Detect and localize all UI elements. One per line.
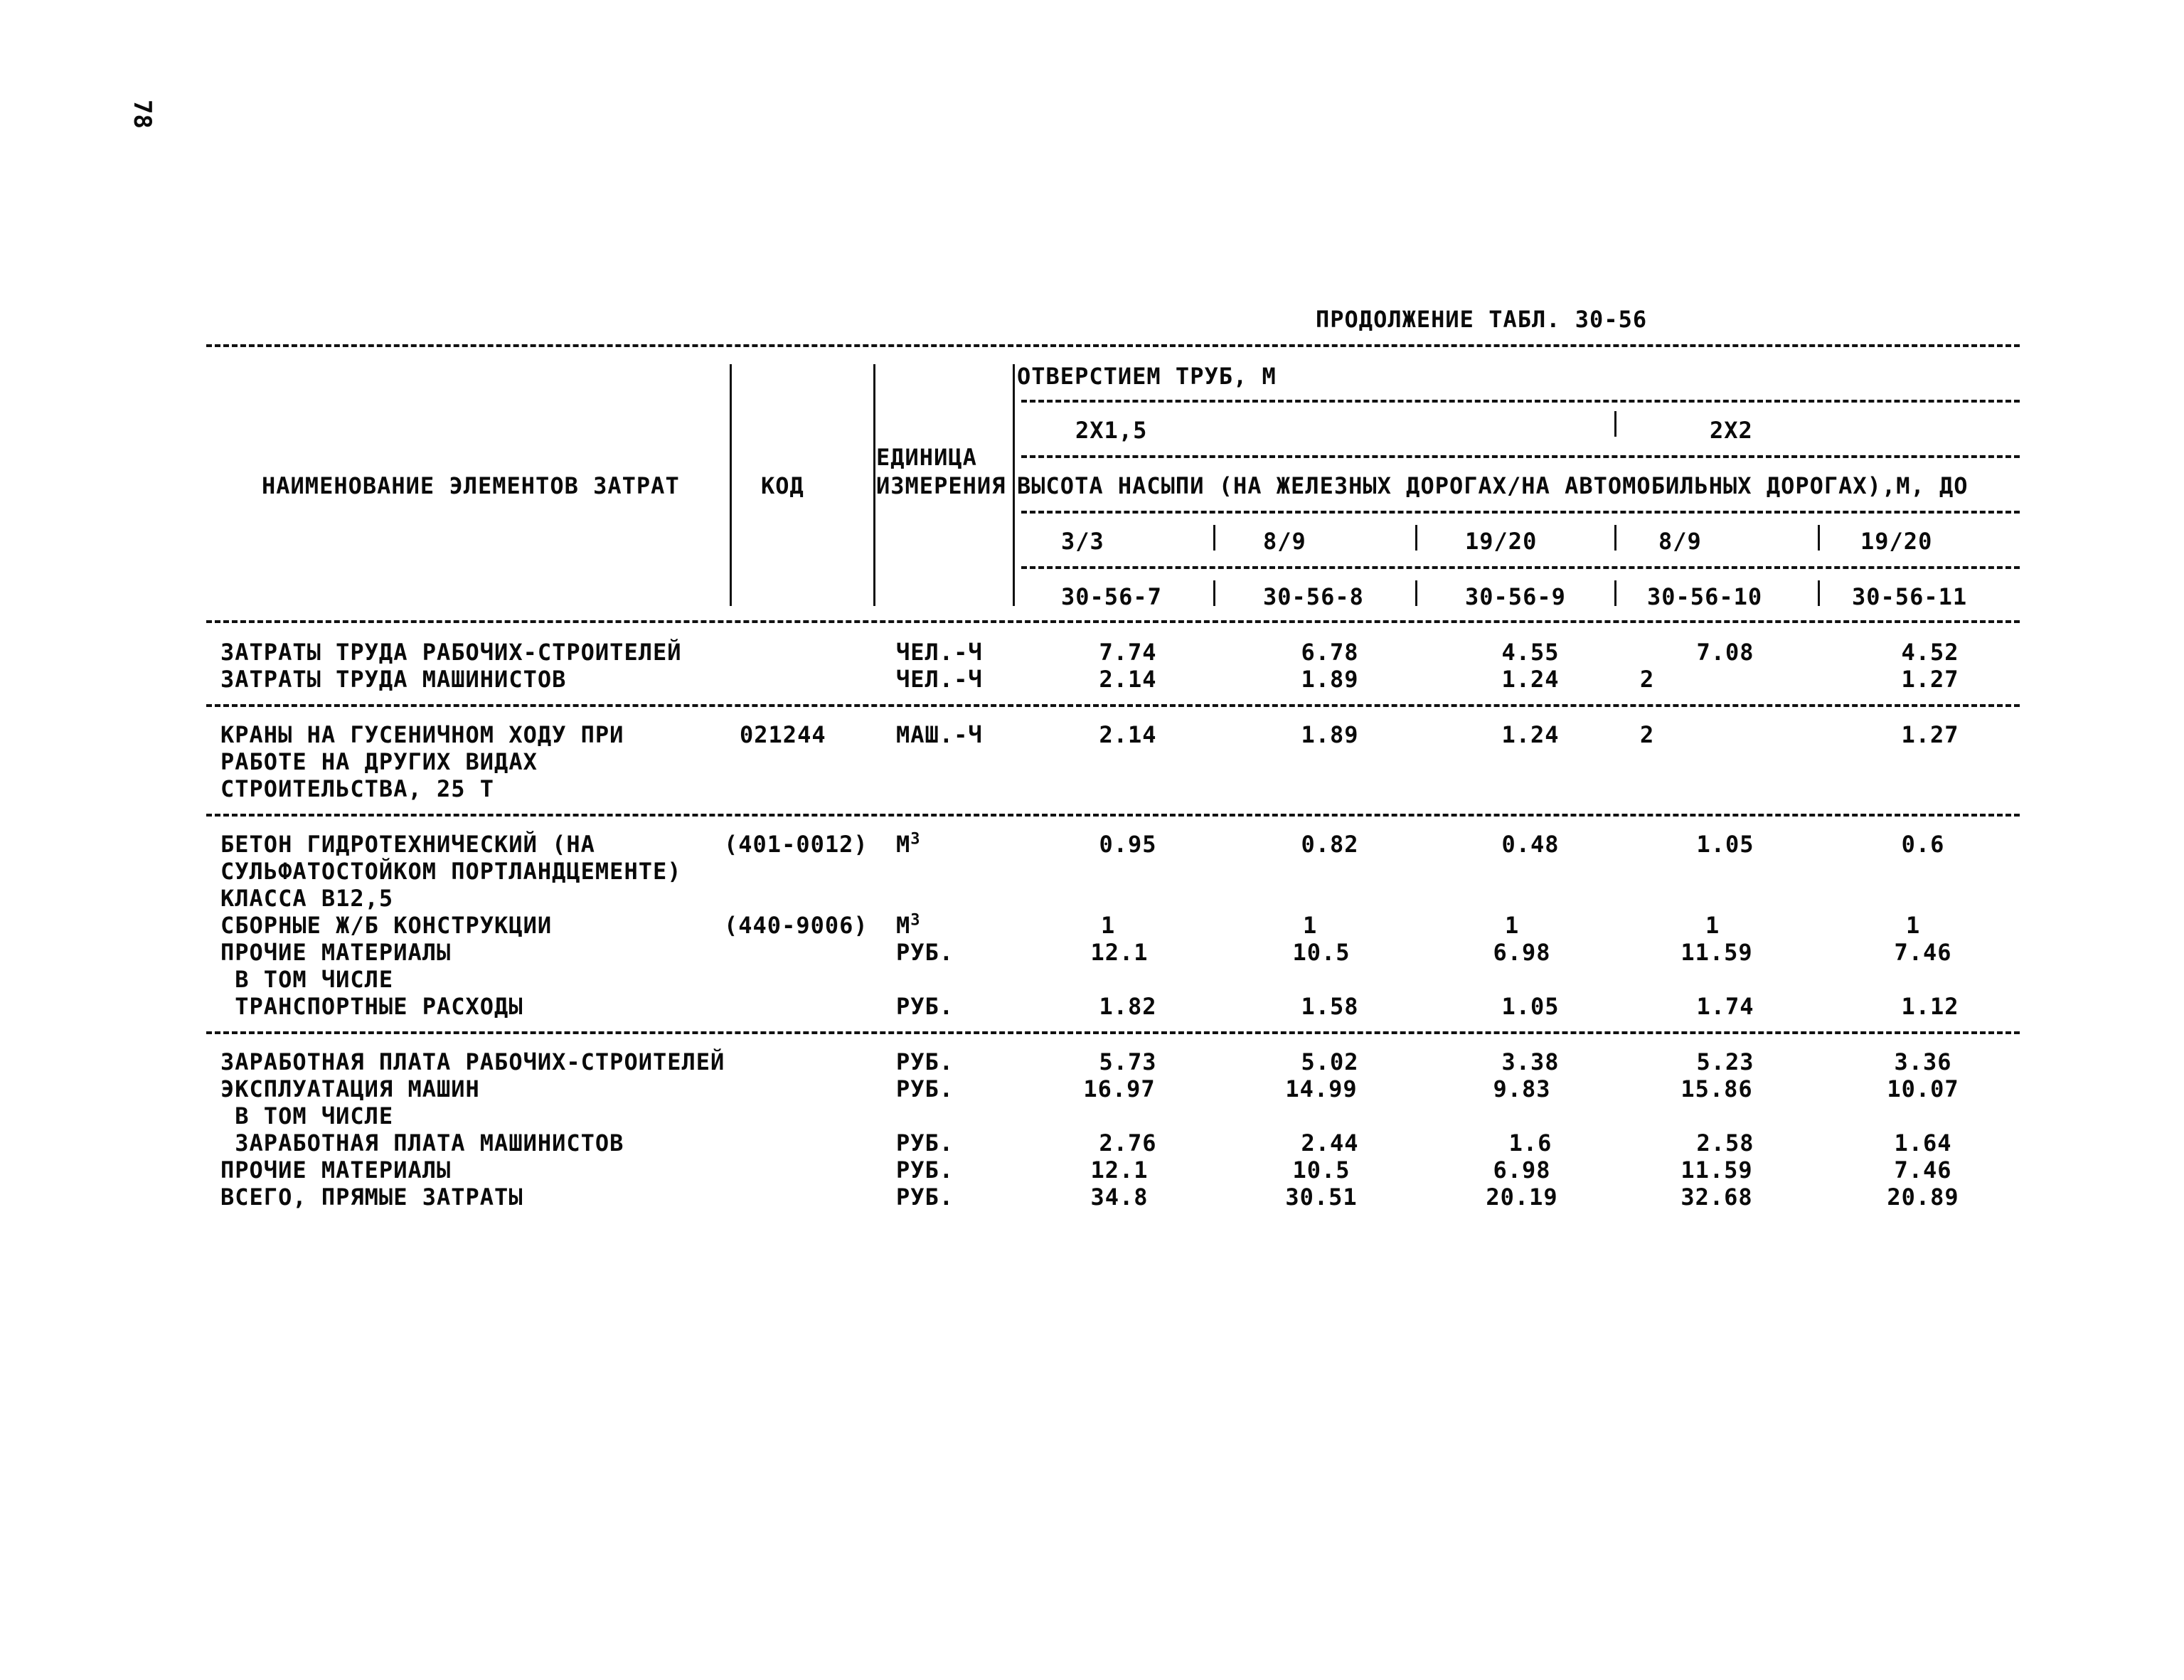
row-value: 1.05: [1501, 993, 1560, 1020]
header-rule: [1021, 400, 2020, 403]
row-value: 10.07: [1887, 1075, 1959, 1102]
row-value: 32.68: [1680, 1184, 1753, 1211]
header-code: 30-56-7: [1061, 583, 1162, 610]
row-value: 15.86: [1680, 1075, 1753, 1102]
header-code-col: КОД: [761, 472, 804, 499]
row-value: 1.24: [1501, 721, 1560, 748]
header-rule: [1021, 511, 2020, 514]
row-value: 11.59: [1680, 939, 1753, 966]
row-unit: МАШ.-Ч: [896, 721, 983, 748]
row-name-line: СТРОИТЕЛЬСТВА, 25 Т: [220, 775, 495, 802]
row-value: 1.12: [1901, 993, 1959, 1020]
row-name: ЗАРАБОТНАЯ ПЛАТА МАШИНИСТОВ: [220, 1129, 624, 1157]
row-unit: [896, 912, 921, 939]
row-value: 2.44: [1301, 1129, 1359, 1157]
row-name-line: СУЛЬФАТОСТОЙКОМ ПОРТЛАНДЦЕМЕНТЕ): [220, 858, 682, 885]
row-unit: РУБ.: [896, 1184, 954, 1211]
row-value: 1.24: [1501, 666, 1560, 693]
section-rule: [206, 1031, 2020, 1034]
row-value: 7.46: [1894, 939, 1952, 966]
table-header-rule: [206, 620, 2020, 623]
row-unit: РУБ.: [896, 939, 954, 966]
row-value: 6.98: [1493, 939, 1551, 966]
row-value: 1.6: [1508, 1129, 1552, 1157]
row-value: 14.99: [1285, 1075, 1358, 1102]
header-unit-line2: ИЗМЕРЕНИЯ: [876, 472, 1006, 499]
row-value: 20.89: [1887, 1184, 1959, 1211]
row-value: 20.19: [1486, 1184, 1558, 1211]
row-value: 1: [1101, 912, 1116, 939]
row-value: 1: [1705, 912, 1720, 939]
row-name-line: БЕТОН ГИДРОТЕХНИЧЕСКИЙ (НА: [220, 831, 595, 858]
row-code: (440-9006): [724, 912, 868, 939]
row-value: 0.95: [1099, 831, 1157, 858]
row-value: 4.52: [1901, 639, 1959, 666]
row-value: 1.58: [1301, 993, 1359, 1020]
header-height: 3/3: [1061, 528, 1104, 555]
row-unit: [896, 831, 921, 858]
header-height: 19/20: [1465, 528, 1538, 555]
header-divider: [1013, 364, 1015, 606]
row-value: 5.23: [1696, 1048, 1754, 1075]
unit-sup: 3: [910, 911, 921, 930]
row-value: 2: [1640, 666, 1655, 693]
row-unit: РУБ.: [896, 1129, 954, 1157]
row-value: 0.6: [1901, 831, 1945, 858]
row-value: 10.5: [1292, 1157, 1351, 1184]
row-name-line: В ТОМ ЧИСЛЕ: [220, 966, 394, 993]
row-value: 30.51: [1285, 1184, 1358, 1211]
row-name-line: РАБОТЕ НА ДРУГИХ ВИДАХ: [220, 748, 538, 775]
row-value: 4.55: [1501, 639, 1560, 666]
header-group-1: 2Х1,5: [1075, 417, 1148, 444]
header-code: 30-56-11: [1852, 583, 1968, 610]
row-name: ЗАТРАТЫ ТРУДА МАШИНИСТОВ: [220, 666, 567, 693]
row-value: 2: [1640, 721, 1655, 748]
row-value: 1: [1505, 912, 1520, 939]
row-value: 5.02: [1301, 1048, 1359, 1075]
row-value: 1.74: [1696, 993, 1754, 1020]
row-value: 2.14: [1099, 666, 1157, 693]
row-name-line: СБОРНЫЕ Ж/Б КОНСТРУКЦИИ: [220, 912, 553, 939]
table-top-rule: [206, 344, 2020, 347]
row-value: 1.27: [1901, 666, 1959, 693]
row-value: 0.82: [1301, 831, 1359, 858]
row-value: 7.74: [1099, 639, 1157, 666]
header-divider: [1818, 525, 1820, 551]
row-value: 12.1: [1090, 939, 1149, 966]
header-divider: [1415, 580, 1417, 606]
row-value: 6.98: [1493, 1157, 1551, 1184]
unit-text: М: [896, 912, 911, 939]
header-divider: [1213, 580, 1215, 606]
row-value: 1: [1303, 912, 1318, 939]
header-embankment: ВЫСОТА НАСЫПИ (НА ЖЕЛЕЗНЫХ ДОРОГАХ/НА АВТОМОБИЛЬНЫХ ДОРОГАХ),М, ДО: [1017, 472, 1969, 499]
header-rule: [1021, 455, 2020, 458]
row-value: 16.97: [1083, 1075, 1156, 1102]
row-value: 1.89: [1301, 666, 1359, 693]
row-value: 7.46: [1894, 1157, 1952, 1184]
row-unit: ЧЕЛ.-Ч: [896, 639, 983, 666]
row-value: 7.08: [1696, 639, 1754, 666]
header-height: 19/20: [1860, 528, 1933, 555]
row-unit: РУБ.: [896, 1157, 954, 1184]
row-unit: РУБ.: [896, 1048, 954, 1075]
row-value: 0.48: [1501, 831, 1560, 858]
row-value: 1.27: [1901, 721, 1959, 748]
continuation-title: ПРОДОЛЖЕНИЕ ТАБЛ. 30-56: [1316, 306, 1648, 333]
row-name-line: КРАНЫ НА ГУСЕНИЧНОМ ХОДУ ПРИ: [220, 721, 624, 748]
header-name-col: НАИМЕНОВАНИЕ ЭЛЕМЕНТОВ ЗАТРАТ: [262, 472, 680, 499]
header-code: 30-56-10: [1647, 583, 1763, 610]
row-value: 9.83: [1493, 1075, 1551, 1102]
section-rule: [206, 704, 2020, 707]
row-unit: РУБ.: [896, 1075, 954, 1102]
header-divider: [1614, 525, 1616, 551]
row-value: 3.38: [1501, 1048, 1560, 1075]
unit-text: М: [896, 831, 911, 858]
row-name-line: ТРАНСПОРТНЫЕ РАСХОДЫ: [220, 993, 523, 1020]
header-divider: [1614, 411, 1616, 437]
row-value: 1.64: [1894, 1129, 1952, 1157]
row-name: ЭКСПЛУАТАЦИЯ МАШИН: [220, 1075, 480, 1102]
row-name-line: ПРОЧИЕ МАТЕРИАЛЫ: [220, 939, 452, 966]
header-code: 30-56-8: [1263, 583, 1364, 610]
header-divider: [730, 364, 732, 606]
row-value: 34.8: [1090, 1184, 1149, 1211]
row-unit: ЧЕЛ.-Ч: [896, 666, 983, 693]
header-divider: [1213, 525, 1215, 551]
row-code: 021244: [740, 721, 826, 748]
row-unit: РУБ.: [896, 993, 954, 1020]
row-name: ЗАТРАТЫ ТРУДА РАБОЧИХ-СТРОИТЕЛЕЙ: [220, 639, 682, 666]
row-value: 11.59: [1680, 1157, 1753, 1184]
row-value: 2.76: [1099, 1129, 1157, 1157]
section-rule: [206, 814, 2020, 817]
header-divider: [1415, 525, 1417, 551]
header-height: 8/9: [1263, 528, 1306, 555]
row-value: 1.05: [1696, 831, 1754, 858]
row-value: 1.82: [1099, 993, 1157, 1020]
header-unit-line1: ЕДИНИЦА: [876, 444, 977, 471]
header-divider: [1614, 580, 1616, 606]
header-rule: [1021, 566, 2020, 569]
header-divider: [1818, 580, 1820, 606]
row-value: 1: [1906, 912, 1921, 939]
unit-sup: 3: [910, 830, 921, 849]
header-height: 8/9: [1658, 528, 1702, 555]
header-code: 30-56-9: [1465, 583, 1566, 610]
row-value: 5.73: [1099, 1048, 1157, 1075]
header-pipe-opening: ОТВЕРСТИЕМ ТРУБ, М: [1017, 363, 1277, 390]
row-code: (401-0012): [724, 831, 868, 858]
header-group-2: 2Х2: [1710, 417, 1753, 444]
row-name: ПРОЧИЕ МАТЕРИАЛЫ: [220, 1157, 452, 1184]
page-number: 78: [128, 100, 156, 129]
row-name: ВСЕГО, ПРЯМЫЕ ЗАТРАТЫ: [220, 1184, 523, 1211]
row-value: 10.5: [1292, 939, 1351, 966]
row-value: 1.89: [1301, 721, 1359, 748]
row-name-line: КЛАССА В12,5: [220, 885, 394, 912]
row-name: ЗАРАБОТНАЯ ПЛАТА РАБОЧИХ-СТРОИТЕЛЕЙ: [220, 1048, 725, 1075]
row-name: В ТОМ ЧИСЛЕ: [220, 1102, 394, 1129]
row-value: 3.36: [1894, 1048, 1952, 1075]
row-value: 6.78: [1301, 639, 1359, 666]
row-value: 2.58: [1696, 1129, 1754, 1157]
row-value: 2.14: [1099, 721, 1157, 748]
row-value: 12.1: [1090, 1157, 1149, 1184]
header-divider: [873, 364, 875, 606]
